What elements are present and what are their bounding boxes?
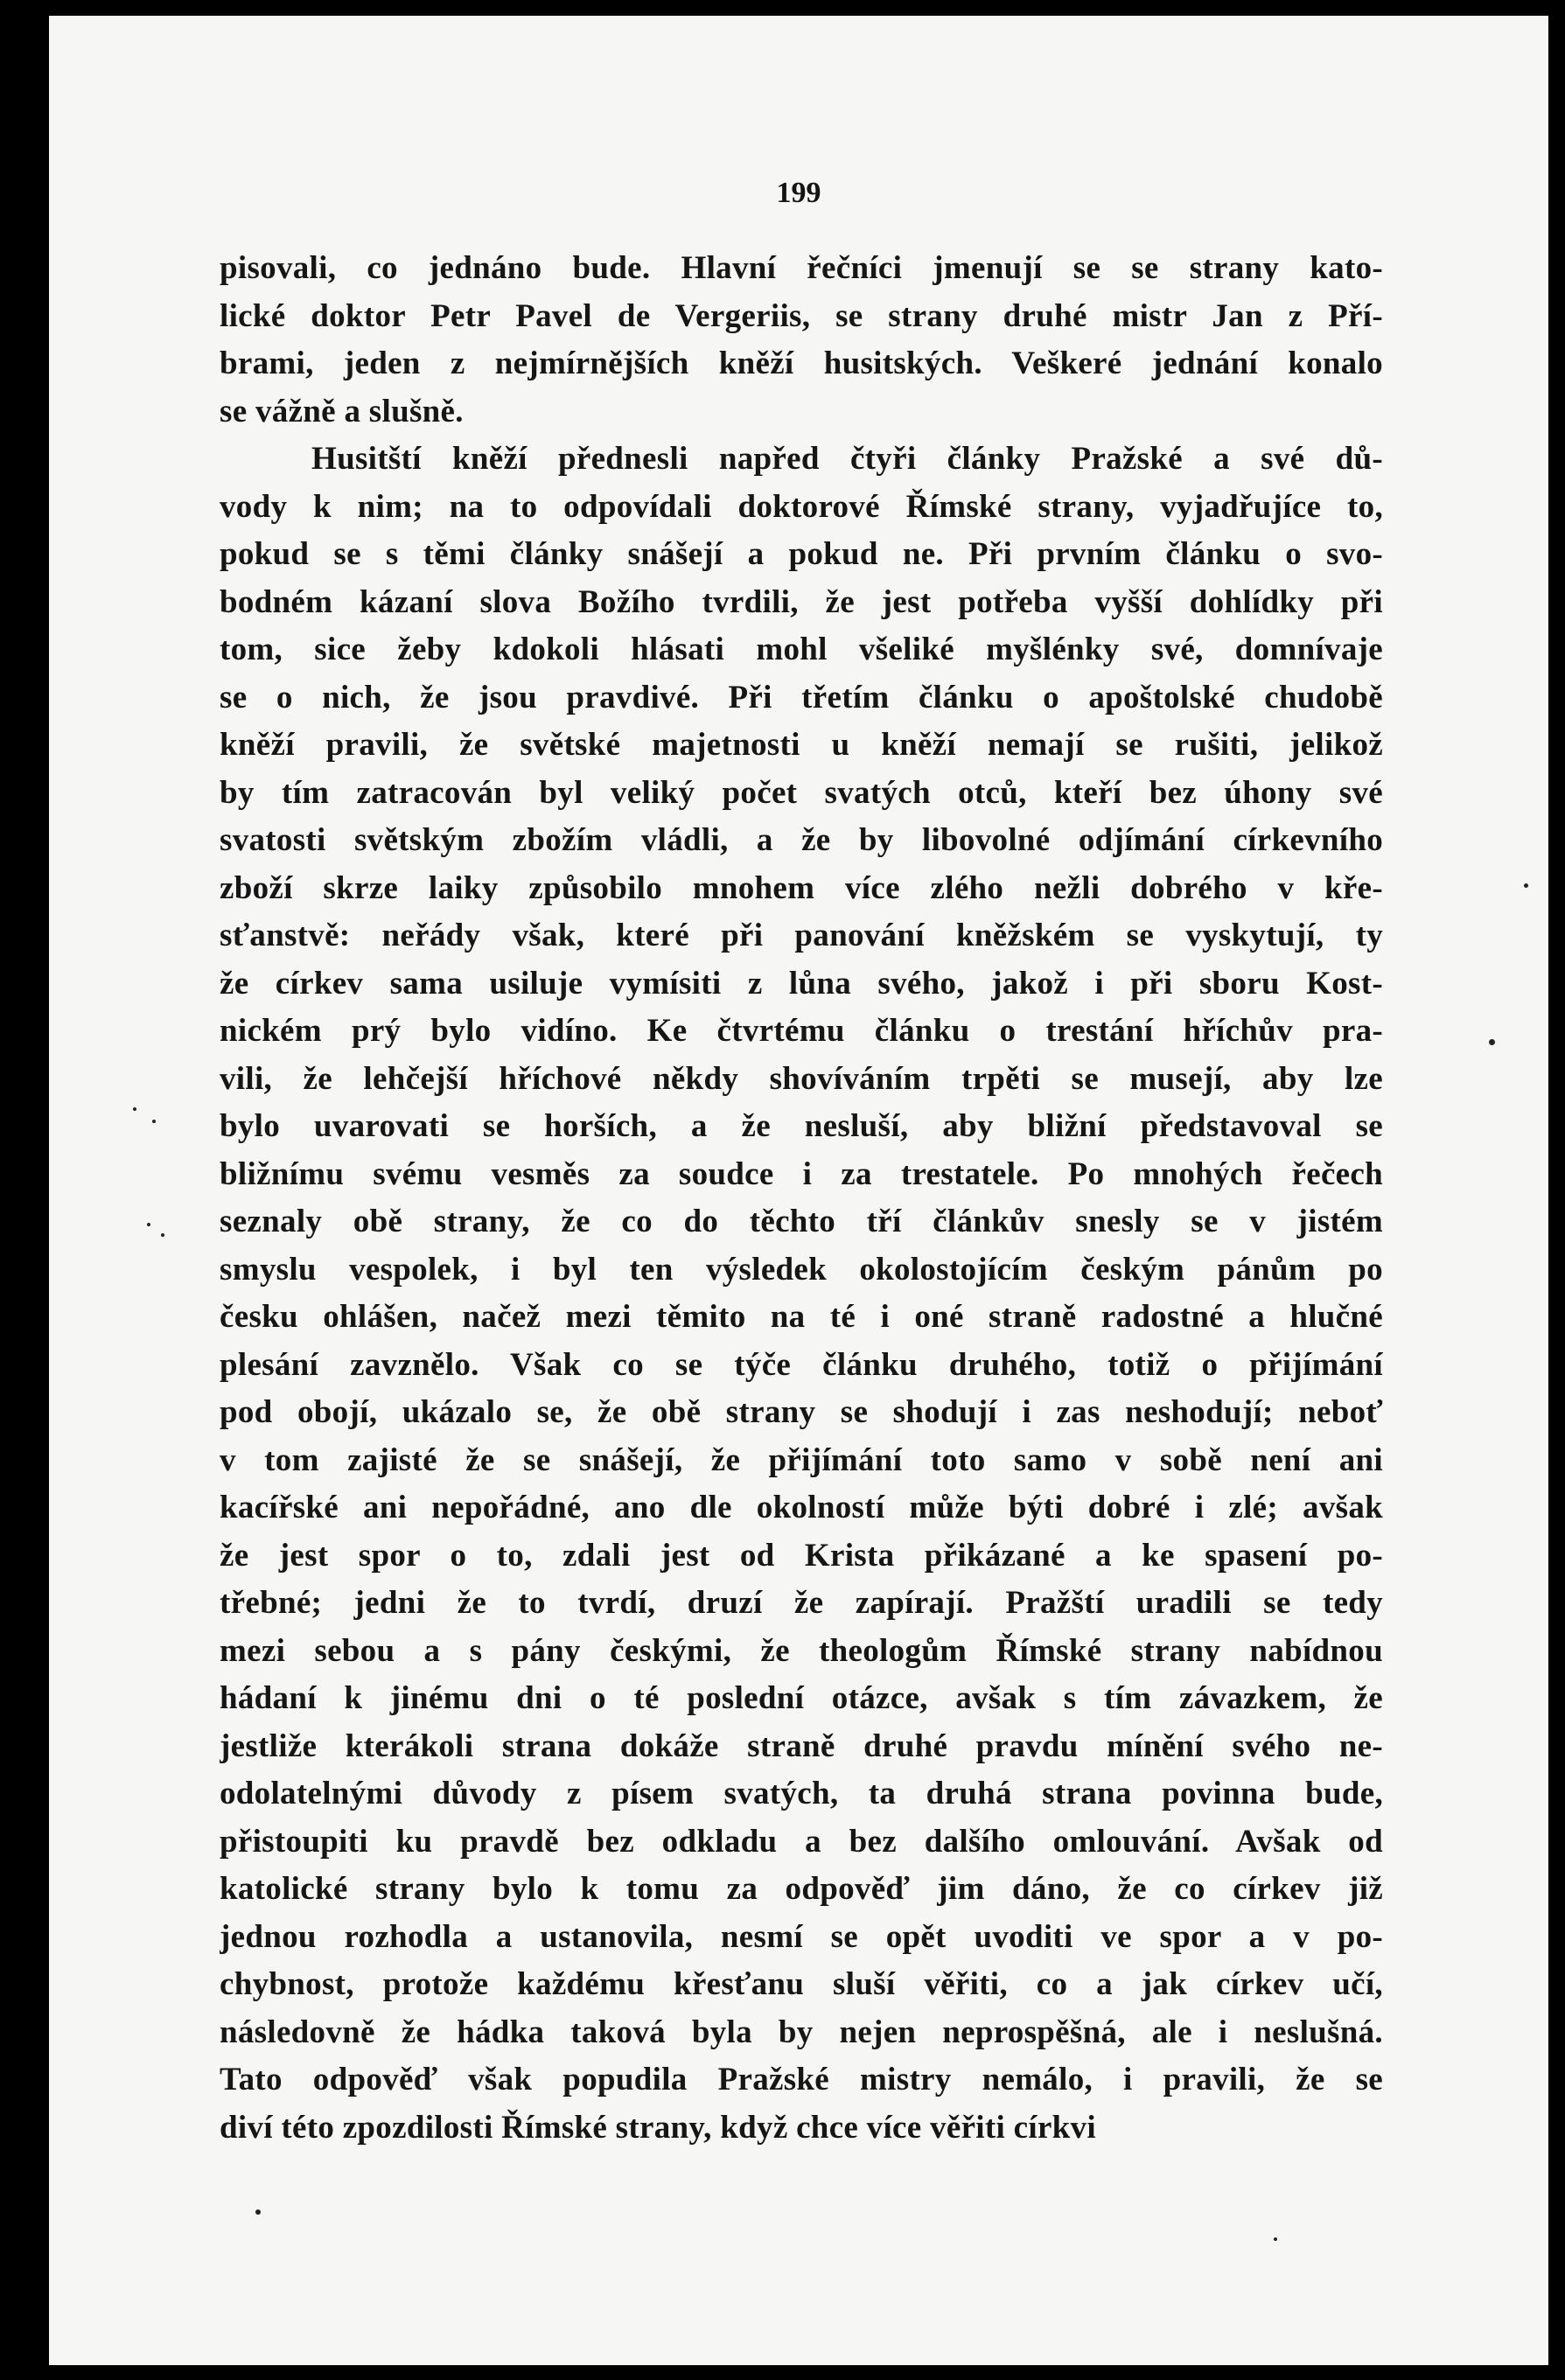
page-number: 199 [776,177,821,209]
text-line: česku ohlášen, načež mezi těmito na té i oné straně radostné a hlučné [220,1299,1383,1335]
speck [133,1107,136,1111]
text-line: zboží skrze laiky způsobilo mnohem více zlého nežli dobrého v kře- [220,869,1383,906]
text-line: kněží pravili, že světské majetnosti u kněží nemají se rušiti, jelikož [220,727,1383,763]
text-line: odolatelnými důvody z písem svatých, ta druhá strana povinna bude, [220,1776,1383,1811]
text-line: pokud se s těmi články snášejí a pokud ne. Při prvním článku o svo- [220,536,1383,572]
speck [161,1233,164,1237]
text-line: třebné; jedni že to tvrdí, druzí že zapírají. Pražští uradili se tedy [220,1585,1383,1621]
text-line: bylo uvarovati se horších, a že nesluší, aby bližní představoval se [220,1108,1383,1144]
text-line: pisovali, co jednáno bude. Hlavní řečníci jmenují se se strany kato- [220,250,1383,286]
speck [1274,2237,1277,2241]
text-line: smyslu vespolek, i byl ten výsledek okolostojícím českým pánům po [220,1251,1383,1288]
text-line: Husitští kněží přednesli napřed čtyři články Pražské a své dů- [311,441,1383,477]
text-line: katolické strany bylo k tomu za odpověď jim dáno, že co církev již [220,1871,1383,1907]
text-line: že církev sama usiluje vymísiti z lůna svého, jakož i při sboru Kost- [220,965,1383,1002]
text-line: svatosti světským zbožím vládli, a že by libovolné odjímání církevního [220,822,1383,858]
book-page [49,16,1548,2365]
speck [1489,1039,1495,1045]
text-line: Tato odpověď však popudila Pražské mistry nemálo, i pravili, že se [220,2062,1383,2097]
text-line: bodném kázaní slova Božího tvrdili, že jest potřeba vyšší dohlídky při [220,583,1383,620]
text-line: v tom zajisté že se snášejí, že přijímání toto samo v sobě není ani [220,1441,1383,1478]
text-line: seznaly obě strany, že co do těchto tří článkův snesly se v jistém [220,1204,1383,1239]
text-line: přistoupiti ku pravdě bez odkladu a bez dalšího omlouvání. Avšak od [220,1823,1383,1860]
text-line: se o nich, že jsou pravdivé. Při třetím článku o apoštolské chudobě [220,679,1383,715]
text-line: brami, jeden z nejmírnějších kněží husitských. Veškeré jednání konalo [220,345,1383,381]
text-line: následovně že hádka taková byla by nejen neprospěšná, ale i neslušná. [220,2014,1383,2050]
text-line: jestliže kterákoli strana dokáže straně druhé pravdu mínění svého ne- [220,1727,1383,1764]
text-line: plesání zavznělo. Však co se týče článku druhého, totiž o přijímání [220,1346,1383,1383]
text-line: by tím zatracován byl veliký počet svatých otců, kteří bez úhony své [220,774,1383,811]
text-line: že jest spor o to, zdali jest od Krista přikázané a ke spasení po- [220,1537,1383,1574]
text-line: nickém prý bylo vidíno. Ke čtvrtému článku o trestání hříchův pra- [220,1013,1383,1049]
text-line: jednou rozhodla a ustanovila, nesmí se opět uvoditi ve spor a v po- [220,1918,1383,1955]
speck [255,2209,261,2215]
text-line: sťanstvě: neřády však, které při panování kněžském se vyskytují, ty [220,918,1383,953]
speck [1524,883,1528,888]
text-line: vili, že lehčejší hříchové někdy shovíváním trpěti se musejí, aby lze [220,1060,1383,1097]
text-line: lické doktor Petr Pavel de Vergeriis, se strany druhé mistr Jan z Pří- [220,297,1383,334]
body-text [220,245,1383,2152]
text-line: kacířské ani nepořádné, ano dle okolností může býti dobré i zlé; avšak [220,1490,1383,1525]
text-line: diví této zpozdilosti Římské strany, když chce více věřiti církvi [220,2109,1096,2146]
text-line: se vážně a slušně. [220,393,464,429]
text-line: hádaní k jinému dni o té poslední otázce, avšak s tím závazkem, že [220,1680,1383,1716]
speck [147,1223,150,1226]
text-line: pod obojí, ukázalo se, že obě strany se shodují i zas neshodují; neboť [220,1394,1383,1430]
edge-mark [0,1260,28,1295]
text-line: tom, sice žeby kdokoli hlásati mohl všeliké myšlénky své, domnívaje [220,632,1383,667]
text-line: chybnost, protože každému křesťanu sluší věřiti, co a jak církev učí, [220,1966,1383,2002]
text-line: vody k nim; na to odpovídali doktorové Římské strany, vyjadřujíce to, [220,488,1383,525]
text-line: mezi sebou a s pány českými, že theologům Římské strany nabídnou [220,1632,1383,1669]
speck [152,1120,156,1123]
text-line: bližnímu svému vesměs za soudce i za trestatele. Po mnohých řečech [220,1155,1383,1192]
